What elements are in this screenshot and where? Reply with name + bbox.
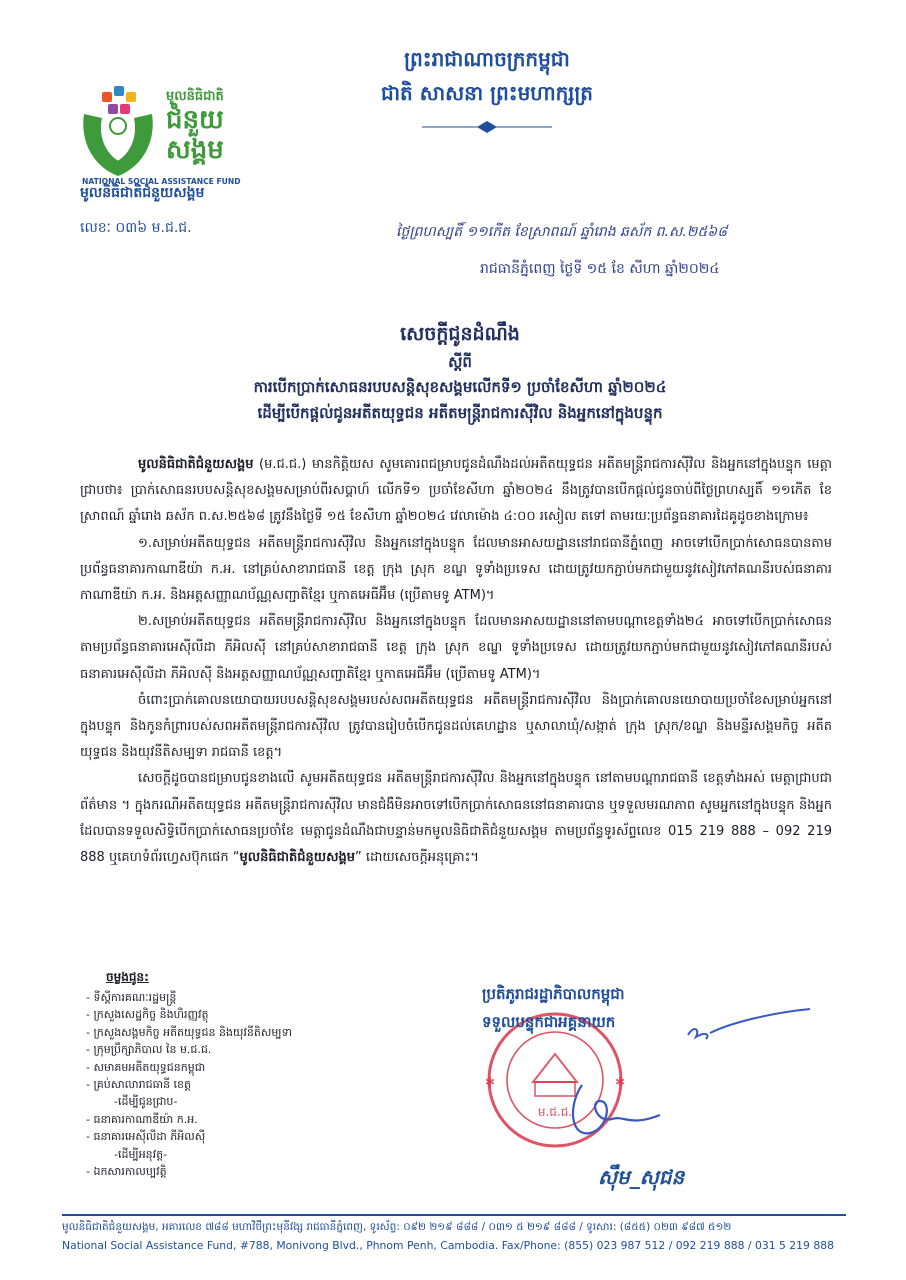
intro-paragraph	[80, 452, 832, 531]
copy-to-list	[80, 970, 350, 1180]
cc-item: - ធនាគារកាណាឌីយ៉ា ក.អ.	[86, 1112, 198, 1126]
title-subject-2: ដើម្បីបើកផ្តល់ជូនអតីតយុទ្ធជន អតីតមន្ត្រីរាជការស៊ីវិល និងអ្នកនៅក្នុងបន្ទុក	[257, 404, 663, 422]
paragraph-3: ចំពោះប្រាក់គោលនយោបាយរបបសន្តិសុខសង្គមរបស់សពអតីតយុទ្ធជន អតីតមន្ត្រីរាជការស៊ីវិល និងប្រាក់គោលនយោបាយប្រចាំខែសម្រាប់អ្នកនៅក្នុងបន្ទុក និងកូនកំព្រារបស់សពអតីតមន្ត្រីរាជការស៊ីវិល ត្រូវបានរៀបចំបើកជូនដល់គេហដ្ឋាន ឬសាលាឃុំ/សង្កាត់ ក្រុង ស្រុក/ខណ្ឌ និងមន្ទីរសង្គមកិច្ច អតីតយុទ្ធជន និងយុវនីតិសម្បទា រាជធានី ខេត្ត។	[80, 692, 832, 761]
solar-date: រាជធានីភ្នំពេញ ថ្ងៃទី ១៥ ខែ សីហា ឆ្នាំ២០២៤	[480, 261, 720, 277]
title-about: ស្តីពី	[448, 353, 472, 371]
logo-english: NATIONAL SOCIAL ASSISTANCE FUND	[82, 177, 241, 186]
title-main: សេចក្តីជូនដំណឹង	[400, 323, 520, 345]
title-subject-1: ការបើកប្រាក់សោធនរបបសន្តិសុខសង្គមលើកទី១ ប្រចាំខែសីហា ឆ្នាំ២០២៤	[253, 378, 667, 396]
footer-divider	[62, 1214, 846, 1216]
para4-org: មូលនិធិជាតិជំនួយសង្គម	[239, 850, 355, 866]
cc-item: - ក្រសួងសង្គមកិច្ច អតីតយុទ្ធជន និងយុវនីតិសម្បទា	[86, 1025, 293, 1039]
cc-item: - ឯកសារកាលប្បវត្តិ	[86, 1165, 167, 1179]
handwritten-signature	[560, 1005, 820, 1155]
kingdom-motto: ជាតិ សាសនា ព្រះមហាក្សត្រ	[381, 81, 593, 105]
signatory-line-1: ប្រតិភូរាជរដ្ឋាភិបាលកម្ពុជា	[482, 985, 625, 1003]
para4-main: សេចក្តីដូចបានជម្រាបជូនខាងលើ សូមអតីតយុទ្ធជន អតីតមន្ត្រីរាជការស៊ីវិល និងអ្នកនៅក្នុងបន្ទុក នៅតាមបណ្តារាជធានី ខេត្តទាំងអស់ មេត្តាជ្រាបជាព័ត៌មាន ។ ក្នុងករណីអតីតយុទ្ធជន អតីតមន្ត្រីរាជការស៊ីវិល មានជំងឺមិនអាចទៅបើកប្រាក់សោធននៅធនាគារបាន ឬទទួលមរណភាព សូមអ្នកនៅក្នុងបន្ទុក និងអ្នកដែលបានទទួលសិទ្ធិបើកប្រាក់សោធនប្រចាំខែ មេត្តាជូនដំណឹងជាបន្ទាន់មកមូលនិធិជាតិជំនួយសង្គម តាមប្រព័ន្ធទូរស័ព្ទលេខ 015 219 888 – 092 219 888 ឬគេហទំព័រហ្វេសប៊ុកផេក “	[80, 771, 832, 866]
logo-text-3: សង្គម	[166, 135, 224, 165]
ornament-icon	[372, 120, 602, 134]
cc-heading: ចម្លងជូន:	[106, 970, 149, 984]
cc-item: - សមាគមអតីតយុទ្ធជនកម្ពុជា	[86, 1060, 206, 1074]
lunar-date: ថ្ងៃព្រហស្បតិ៍ ១១កើត ខែស្រាពណ៍ ឆ្នាំរោង ឆស័ក ព.ស.២៥៦៨	[396, 224, 728, 240]
cc-item: - ធនាគារអេស៊ីលីដា ភីអិលស៊ី	[86, 1130, 206, 1144]
cc-purpose: -ដើម្បីអនុវត្ត-	[114, 1147, 168, 1161]
point-2: ២.សម្រាប់អតីតយុទ្ធជន អតីតមន្ត្រីរាជការស៊ីវិល និងអ្នកនៅក្នុងបន្ទុក ដែលមានអាសយដ្ឋាននៅតាមបណ្តាខេត្តទាំង២៤ អាចទៅបើកប្រាក់សោធនតាមប្រព័ន្ធធនាគារអេស៊ីលីដា ភីអិលស៊ី នៅគ្រប់សាខារាជធានី ខេត្ត ក្រុង ស្រុក ខណ្ឌ ទូទាំងប្រទេស ដោយត្រូវយកភ្ជាប់មកជាមួយនូវសៀវភៅគណនីរបស់ធនាគារអេស៊ីលីដា ភីអិលស៊ី និងអត្តសញ្ញាណប័ណ្ណសញ្ជាតិខ្មែរ ឬកាតអេធីអ៊ឹម (ប្រើតាមទូ ATM)។	[80, 614, 832, 682]
point-1: ១.សម្រាប់អតីតយុទ្ធជន អតីតមន្ត្រីរាជការស៊ីវិល និងអ្នកនៅក្នុងបន្ទុក ដែលមានអាសយដ្ឋាននៅរាជធានីភ្នំពេញ អាចទៅបើកប្រាក់សោធនបានតាមប្រព័ន្ធធនាគារកាណាឌីយ៉ា ក.អ. នៅគ្រប់សាខារាជធានី ខេត្ត ក្រុង ស្រុក ខណ្ឌ ទូទាំងប្រទេស ដោយត្រូវយកភ្ជាប់មកជាមួយនូវសៀវភៅគណនីរបស់ធនាគារកាណាឌីយ៉ា ក.អ. និងអត្តសញ្ញាណប័ណ្ណសញ្ជាតិខ្មែរ ឬកាតអេធីអ៊ឹម (ប្រើតាមទូ ATM)។	[80, 535, 832, 604]
letter-number: លេខៈ ០៣៦ ម.ជ.ជ.	[80, 220, 192, 236]
svg-text:✱: ✱	[615, 1075, 626, 1089]
notice-body	[80, 452, 832, 871]
logo-text-2: ជំនួយ	[166, 105, 224, 135]
org-name: មូលនិធិជាតិជំនួយសង្គម	[80, 185, 205, 201]
kingdom-header	[372, 42, 602, 144]
para4-end: ” ដោយសេចក្តីអនុគ្រោះ។	[355, 850, 479, 866]
svg-text:✱: ✱	[485, 1075, 496, 1089]
signer-name: ស៊ឹម_សុជន	[598, 1165, 685, 1189]
cc-item: - គ្រប់សាលារាជធានី ខេត្ត	[86, 1078, 192, 1092]
intro-org: មូលនិធិជាតិជំនួយសង្គម	[138, 457, 254, 472]
seal-text: ម.ជ.ជ.	[537, 1105, 573, 1119]
cc-item: - ក្រសួងសេដ្ឋកិច្ច និងហិរញ្ញវត្ថុ	[86, 1008, 209, 1022]
kingdom-title: ព្រះរាជាណាចក្រកម្ពុជា	[404, 47, 570, 71]
cc-item: - ក្រុមប្រឹក្សាភិបាល នៃ ម.ជ.ជ.	[86, 1043, 212, 1057]
notice-title	[140, 318, 780, 426]
cc-item: - ទីស្តីការគណៈរដ្ឋមន្ត្រី	[86, 991, 177, 1004]
cc-purpose: -ដើម្បីជូនជ្រាប-	[114, 1095, 178, 1109]
footer-khmer: មូលនិធិជាតិជំនួយសង្គម, អគារលេខ ៧៨៨ មហាវិថីព្រះមុនីវង្ស រាជធានីភ្នំពេញ, ទូរស័ព្ទ: ០៩២ ២១៩ ៨៨៨ / ០៣១ ៥ ២១៩ ៨៨៨ / ទូរសារ: (៨៥៥) ០២៣ ៩៨៧ ៥១២	[62, 1221, 732, 1233]
intro-text: (ម.ជ.ជ.) មានកិត្តិយស សូមគោរពជម្រាបជូនដំណឹងដល់អតីតយុទ្ធជន អតីតមន្ត្រីរាជការស៊ីវិល និងអ្នកនៅក្នុងបន្ទុក មេត្តាជ្រាបថា៖ ប្រាក់សោធនរបបសន្តិសុខសង្គមសម្រាប់ពីរសប្តាហ៍ លើកទី១ ប្រចាំខែសីហា ឆ្នាំ២០២៤ នឹងត្រូវបានបើកផ្តល់ជូនចាប់ពីថ្ងៃព្រហស្បតិ៍ ១១កើត ខែស្រាពណ៍ ឆ្នាំរោង ឆស័ក ព.ស.២៥៦៨ ត្រូវនឹងថ្ងៃទី ១៥ ខែសីហា ឆ្នាំ២០២៤ វេលាម៉ោង ៤:០០ រសៀល តទៅ តាមរយៈប្រព័ន្ធធនាគារដៃគូដូចខាងក្រោម៖	[80, 457, 832, 525]
paragraph-4	[80, 766, 832, 871]
signatory-line-2: ទទួលបន្ទុកជាអគ្គនាយក	[482, 1013, 616, 1031]
footer-english: National Social Assistance Fund, #788, Monivong Blvd., Phnom Penh, Cambodia. Fax/Phone: (855) 023 987 512 / 092 219 888 / 031 5 219 888	[62, 1239, 834, 1252]
logo-text-1: មូលនិធិជាតិ	[166, 89, 224, 104]
nsaf-logo	[78, 78, 260, 198]
